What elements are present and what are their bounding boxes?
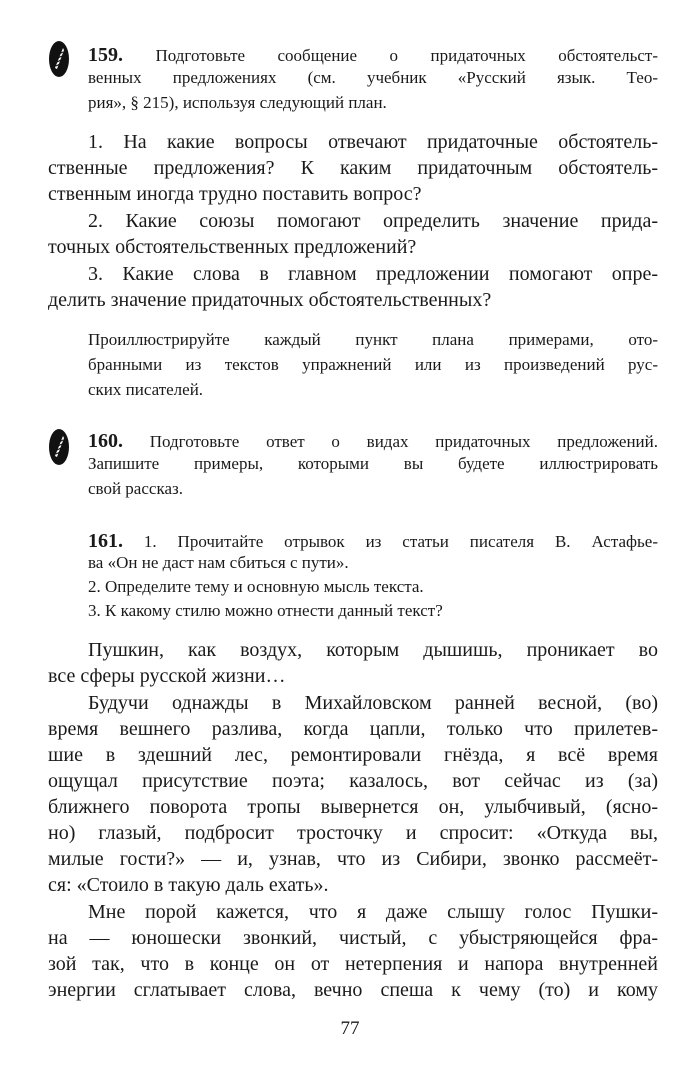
text-line: ся: «Стоило в такую даль ехать». (48, 874, 329, 896)
pen-writing-icon (48, 40, 70, 78)
ex160-number: 160. (88, 430, 123, 452)
text-line: ощущал присутствие поэта; казалось, вот сейчас из (за) (48, 770, 658, 792)
text-line: но) глазый, подбросит тросточку и спросит: «Откуда вы, (48, 822, 658, 844)
ex159-note-line-3: ских писателей. (88, 380, 204, 399)
pen-writing-icon (48, 428, 70, 466)
text-line: на — юношески звонкий, чистый, с убыстряющейся фра- (48, 927, 658, 949)
text-line: зой так, что в конце он от нетерпения и напора внутренней (48, 953, 658, 975)
text-line: время вешнего разлива, когда цапли, только что прилетев- (48, 718, 658, 740)
text-line: ближнего поворота тропы вывернется он, улыбчивый, (ясно- (48, 796, 658, 818)
ex160-text-1: Подготовьте ответ о видах придаточных предложений. (149, 432, 658, 451)
plan-item-3-line-2: делить значение придаточных обстоятельственных? (48, 289, 492, 311)
text-line: все сферы русской жизни… (48, 665, 286, 687)
ex161-line-3: 2. Определите тему и основную мысль текста. (88, 577, 424, 596)
text-line: энергии сглатывает слова, вечно спеша к чему (то) и кому (48, 979, 658, 1001)
plan-item-2-line-1: 2. Какие союзы помогают определить значение прида- (88, 210, 658, 232)
text-line: Будучи однажды в Михайловском ранней весной, (во) (88, 692, 658, 714)
plan-item-2-line-2: точных обстоятельственных предложений? (48, 236, 417, 258)
ex159-note-line-1: Проиллюстрируйте каждый пункт плана примерами, ото- (88, 330, 658, 349)
plan-item-1-line-2: ственные предложения? К каким придаточным обстоятель- (48, 157, 658, 179)
ex160-line-2: Запишите примеры, которыми вы будете иллюстрировать (88, 454, 658, 473)
ex159-text-1: Подготовьте сообщение о придаточных обстоятельст- (155, 46, 659, 65)
text-line: милые гости?» — и, узнав, что из Сибири, звонко рассмеёт- (48, 848, 658, 870)
ex161-number: 161. (88, 530, 123, 552)
ex159-line-1 (88, 42, 658, 68)
plan-item-1-line-3: ственным иногда трудно поставить вопрос? (48, 183, 422, 205)
text-line: Мне порой кажется, что я даже слышу голос Пушки- (88, 901, 658, 923)
ex159-line-3: рия», § 215), используя следующий план. (88, 93, 387, 112)
ex160-line-1 (88, 428, 658, 454)
text-line: шие в здешний лес, ремонтировали гнёзда, я всё время (48, 744, 658, 766)
ex161-line-4: 3. К какому стилю можно отнести данный текст? (88, 601, 443, 620)
plan-item-1-line-1: 1. На какие вопросы отвечают придаточные обстоятель- (88, 131, 658, 153)
ex161-line-1 (88, 528, 658, 554)
ex159-line-2: венных предложениях (см. учебник «Русский язык. Тео- (88, 68, 658, 87)
text-line: Пушкин, как воздух, которым дышишь, проникает во (88, 639, 658, 661)
plan-item-3-line-1: 3. Какие слова в главном предложении помогают опре- (88, 263, 658, 285)
ex160-line-3: свой рассказ. (88, 479, 183, 498)
ex161-line-2: ва «Он не даст нам сбиться с пути». (88, 553, 349, 572)
ex161-text-1: 1. Прочитайте отрывок из статьи писателя В. Астафье- (143, 532, 659, 551)
ex159-note-line-2: бранными из текстов упражнений или из произведений рус- (88, 355, 658, 374)
ex159-number: 159. (88, 44, 123, 66)
page-number: 77 (340, 1018, 360, 1039)
